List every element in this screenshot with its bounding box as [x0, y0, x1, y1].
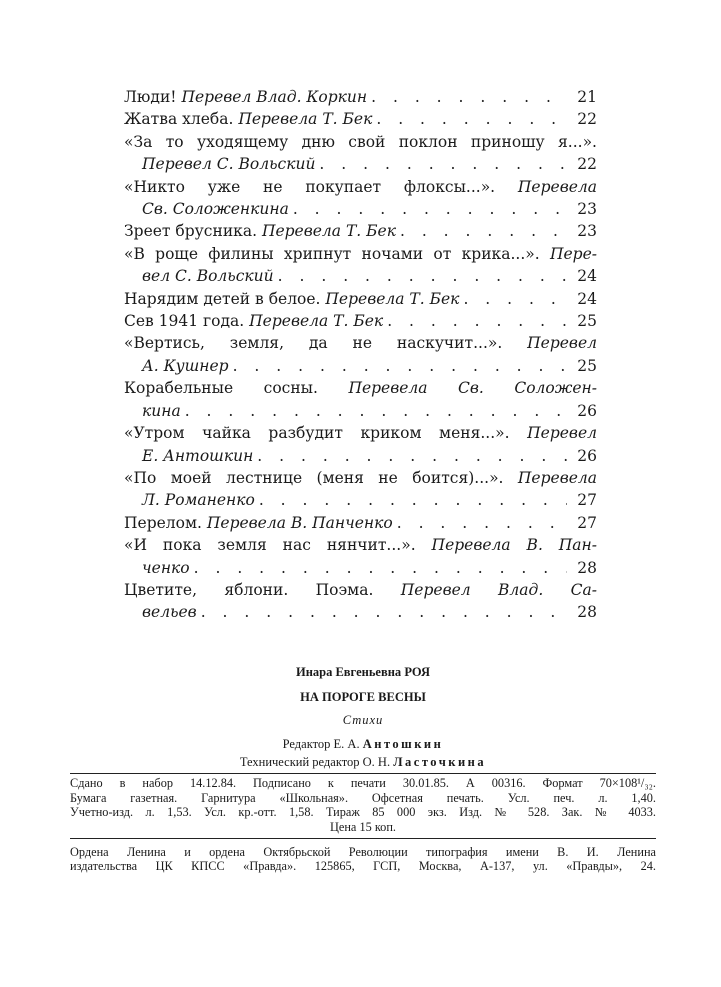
toc-translator: вельев — [142, 603, 197, 622]
toc-translator: Св. Соложенкина — [142, 200, 289, 219]
toc-line-text — [142, 355, 229, 377]
toc-translator: Перевела Т. Бек — [238, 110, 373, 129]
toc-translator: Перевела В. Панченко — [206, 513, 393, 532]
toc-page-number: 25 — [577, 312, 597, 331]
toc-translator: А. Кушнер — [142, 356, 229, 375]
toc-line-text — [124, 131, 597, 153]
toc-translator: Перевела В. Пан- — [431, 536, 597, 555]
toc-line-text — [142, 601, 197, 623]
tech-editor-label: Технический редактор О. Н. — [239, 755, 391, 769]
toc-page-number: 22 — [577, 155, 597, 174]
toc-title: «Вертись, земля, да не наскучит...». — [124, 334, 528, 353]
toc-title: Корабельные сосны. — [124, 379, 349, 398]
toc-line-text — [142, 198, 289, 220]
toc-entry — [124, 243, 597, 288]
dot-leader — [393, 512, 567, 534]
toc-line-text — [124, 176, 597, 198]
toc-line — [124, 355, 597, 377]
toc-entry — [124, 108, 597, 130]
toc-translator: Перевела — [517, 177, 597, 196]
imprint-line: Бумага газетная. Гарнитура «Школьная». Офсетная печать. Усл. печ. л. 1,40. — [70, 790, 656, 805]
toc-entry — [124, 131, 597, 176]
toc-page-number: 28 — [577, 558, 597, 577]
toc-title: «И пока земля нас нянчит...». — [124, 536, 432, 555]
toc-line-text — [124, 579, 597, 601]
toc-page-number: 23 — [577, 222, 597, 241]
toc-line — [124, 153, 597, 175]
toc-page-number: 21 — [577, 88, 597, 106]
toc-line — [124, 176, 597, 198]
toc-entry — [124, 332, 597, 377]
toc-line-text — [142, 557, 190, 579]
toc-line-text — [124, 108, 372, 130]
toc-entry — [124, 422, 597, 467]
toc-line-text — [124, 86, 367, 108]
imprint-block — [70, 776, 656, 820]
toc-line-text — [124, 243, 597, 265]
toc-translator: ченко — [142, 558, 190, 577]
author-name — [70, 665, 656, 680]
toc-translator: Л. Романенко — [142, 491, 255, 510]
toc-line — [124, 310, 597, 332]
toc-translator: Перевела Т. Бек — [249, 312, 384, 331]
toc-title: Жатва хлеба. — [124, 110, 239, 129]
toc-line-text — [124, 467, 597, 489]
editor-line — [70, 737, 656, 752]
toc-title: Сев 1941 года. — [124, 312, 250, 331]
toc-title: «В роще филины хрипнут ночами от крика...». — [124, 244, 550, 263]
dot-leader — [181, 400, 567, 422]
toc-page-number: 24 — [577, 289, 597, 308]
divider-top — [70, 773, 656, 774]
toc-page-number: 24 — [577, 267, 597, 286]
dot-leader — [197, 601, 567, 623]
book-title: НА ПОРОГЕ ВЕСНЫ — [300, 690, 426, 704]
dot-leader — [255, 489, 567, 511]
toc-translator: Перевела Св. Соложен- — [348, 379, 597, 398]
toc-entry — [124, 467, 597, 512]
toc-line-text — [124, 534, 597, 556]
toc-line-text — [124, 422, 597, 444]
toc-title: Люди! — [124, 88, 182, 106]
toc-entry — [124, 377, 597, 422]
printer-block — [70, 845, 656, 874]
toc-translator: вел С. Вольский — [142, 267, 274, 286]
toc-entry — [124, 534, 597, 579]
tech-editor-line — [70, 755, 656, 770]
toc-entry — [124, 512, 597, 534]
dot-leader — [274, 265, 567, 287]
price: Цена 15 коп. — [330, 819, 396, 834]
toc-entry — [124, 220, 597, 242]
dot-leader — [253, 445, 567, 467]
toc-line — [124, 557, 597, 579]
toc-translator: Перевел С. Вольский — [142, 155, 316, 174]
dot-leader — [367, 86, 567, 108]
toc-line — [124, 422, 597, 444]
toc-page-number: 25 — [577, 356, 597, 375]
toc-line — [124, 86, 597, 108]
toc-line-text — [124, 332, 597, 354]
toc-line-text — [142, 445, 253, 467]
toc-line — [124, 332, 597, 354]
dot-leader — [229, 355, 567, 377]
toc-line-text — [142, 265, 274, 287]
toc-line — [124, 579, 597, 601]
toc-page-number: 22 — [577, 110, 597, 129]
dot-leader — [372, 108, 567, 130]
toc-page-number: 26 — [577, 401, 597, 420]
toc-line — [124, 534, 597, 556]
toc-line — [124, 445, 597, 467]
toc-line-text — [124, 512, 393, 534]
toc-line — [124, 377, 597, 399]
toc-entry — [124, 176, 597, 221]
editor-name: Антошкин — [362, 737, 444, 751]
dot-leader — [289, 198, 567, 220]
toc-line-text — [142, 400, 181, 422]
toc-line — [124, 108, 597, 130]
divider-bottom — [70, 838, 656, 839]
toc-translator: Е. Антошкин — [142, 446, 254, 465]
toc-page-number: 27 — [577, 491, 597, 510]
tech-editor-name: Ласточкина — [393, 755, 487, 769]
author-last-name: РОЯ — [404, 665, 431, 679]
toc-line-text — [124, 288, 459, 310]
toc-entry — [124, 310, 597, 332]
dot-leader — [396, 220, 567, 242]
dot-leader — [190, 557, 567, 579]
toc-translator: Перевел Влад. Коркин — [181, 88, 368, 106]
book-genre: Стихи — [342, 713, 384, 727]
toc-line — [124, 467, 597, 489]
toc-translator: Перевел — [527, 424, 597, 443]
toc-entry — [124, 579, 597, 624]
toc-line — [124, 288, 597, 310]
toc-translator: Перевел Влад. Са- — [400, 580, 597, 599]
toc-line — [124, 131, 597, 153]
colophon — [70, 662, 656, 874]
toc-line — [124, 220, 597, 242]
toc-title: Зреет брусника. — [124, 222, 262, 241]
toc-translator: кина — [142, 401, 181, 420]
toc-entry — [124, 86, 597, 108]
toc-line — [124, 400, 597, 422]
toc-line-text — [124, 377, 597, 399]
toc-line-text — [142, 153, 315, 175]
toc-title: Цветите, яблони. Поэма. — [124, 580, 401, 599]
toc-page-number: 28 — [577, 603, 597, 622]
toc-page-number: 26 — [577, 446, 597, 465]
toc-page-number: 27 — [577, 513, 597, 532]
toc-translator: Перевела Т. Бек — [325, 289, 460, 308]
toc-line-text — [124, 220, 396, 242]
imprint-line: Сдано в набор 14.12.84. Подписано к печати 30.01.85. А 00316. Формат 70×108¹/₃₂. — [70, 776, 656, 790]
dot-leader — [315, 153, 567, 175]
printer-line: Ордена Ленина и ордена Октябрьской Революции типография имени В. И. Ленина — [70, 844, 656, 859]
toc-title: Перелом. — [124, 513, 207, 532]
toc-title: «По моей лестнице (меня не боится)...». — [124, 468, 518, 487]
toc-translator: Пере- — [549, 244, 597, 263]
toc-title: Нарядим детей в белое. — [124, 289, 326, 308]
toc-title: «За то уходящему дню свой поклон приношу я...». — [124, 132, 597, 151]
editor-label: Редактор Е. А. — [282, 737, 360, 751]
toc-line — [124, 601, 597, 623]
toc-translator: Перевела — [517, 468, 597, 487]
toc-line — [124, 489, 597, 511]
printer-line: издательства ЦК КПСС «Правда». 125865, ГСП, Москва, А-137, ул. «Правды», 24. — [70, 859, 656, 874]
toc-translator: Перевел — [527, 334, 597, 353]
toc-line-text — [142, 489, 255, 511]
imprint-line: Учетно-изд. л. 1,53. Усл. кр.-отт. 1,58. Тираж 85 000 экз. Изд. № 528. Зак. № 4033. — [70, 805, 656, 820]
table-of-contents — [124, 86, 597, 624]
toc-page-number: 23 — [577, 200, 597, 219]
toc-line — [124, 198, 597, 220]
dot-leader — [459, 288, 567, 310]
toc-title: «Никто уже не покупает флоксы...». — [124, 177, 518, 196]
toc-line — [124, 243, 597, 265]
author-first-name: Инара Евгеньевна — [295, 665, 402, 679]
dot-leader — [383, 310, 567, 332]
toc-line — [124, 512, 597, 534]
toc-entry — [124, 288, 597, 310]
toc-translator: Перевела Т. Бек — [261, 222, 396, 241]
toc-line-text — [124, 310, 383, 332]
toc-line — [124, 265, 597, 287]
toc-title: «Утром чайка разбудит криком меня...». — [124, 424, 528, 443]
